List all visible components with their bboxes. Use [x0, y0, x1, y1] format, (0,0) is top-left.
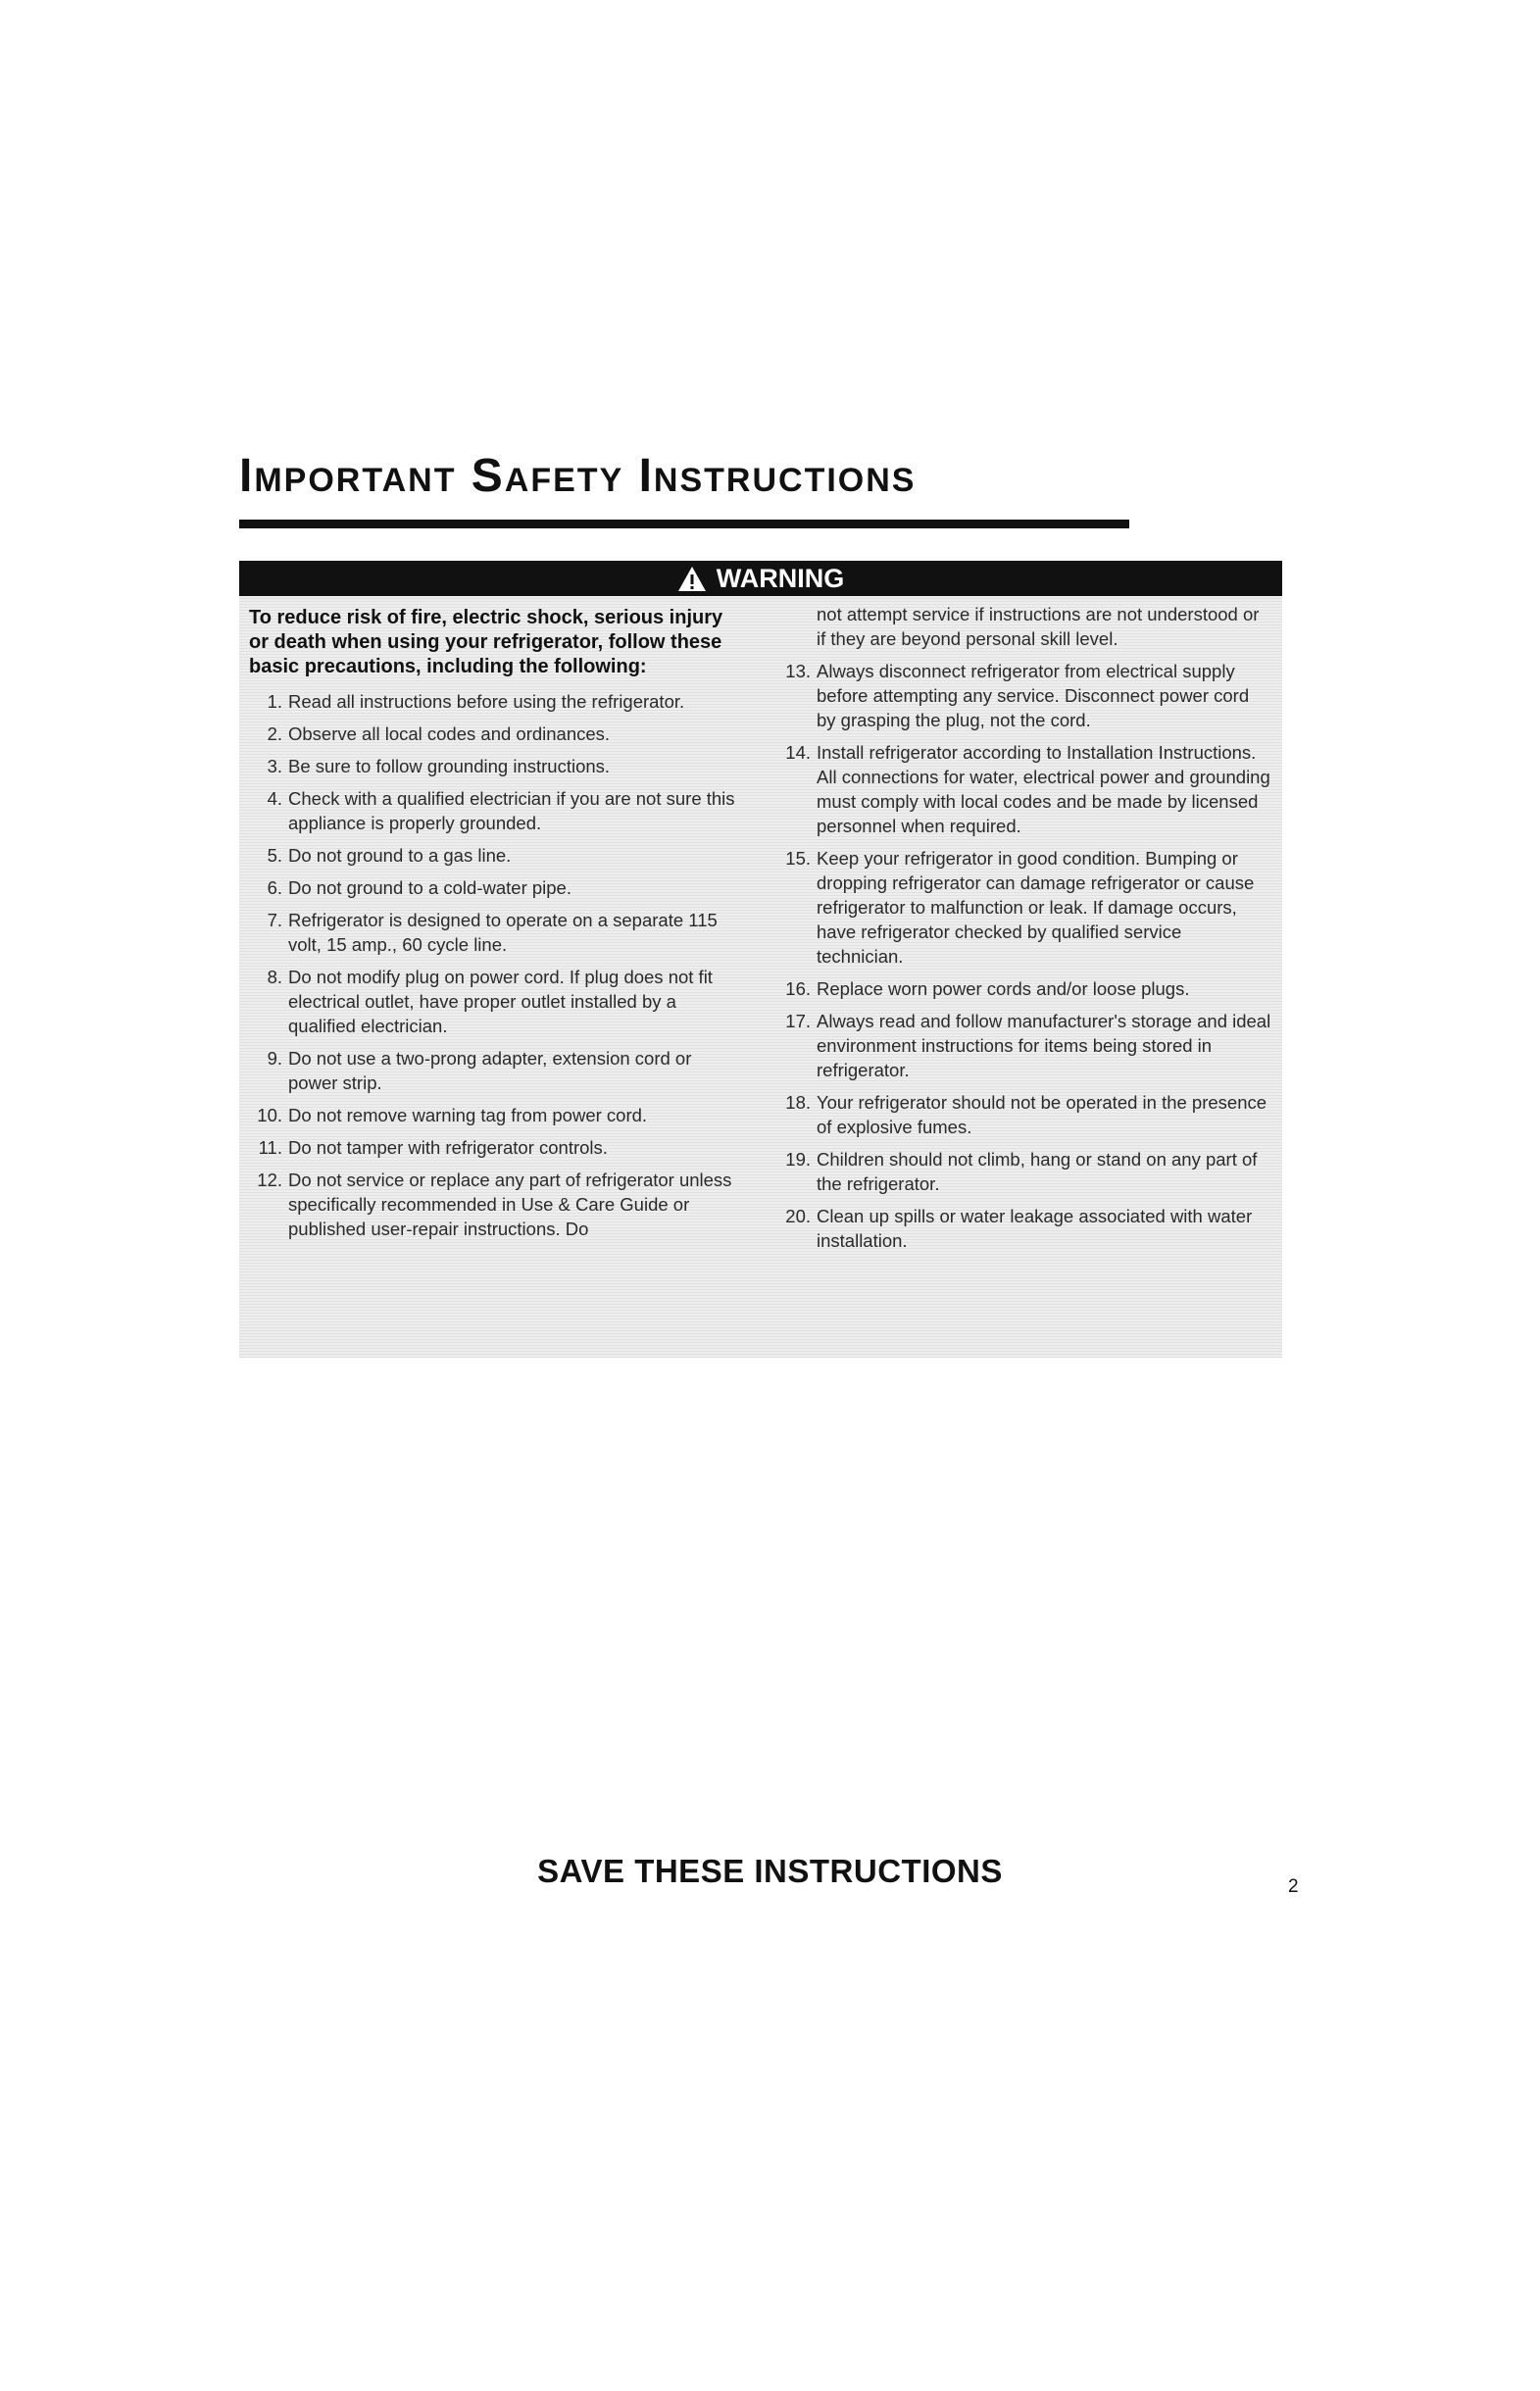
item-text: Do not tamper with refrigerator controls. [288, 1137, 608, 1158]
item-text: Do not ground to a cold-water pipe. [288, 877, 571, 898]
item-text: Do not ground to a gas line. [288, 845, 512, 866]
item-number: 19. [785, 1149, 811, 1170]
item-number: 13. [785, 661, 811, 681]
page-title: Important Safety Instructions [239, 450, 917, 502]
item-12-continuation: not attempt service if instructions are not understood or if they are beyond personal skill level. [817, 604, 1260, 649]
item-text: Read all instructions before using the refrigerator. [288, 691, 685, 712]
list-item [249, 1046, 744, 1095]
item-number: 17. [785, 1011, 811, 1031]
item-text: Do not service or replace any part of refrigerator unless specifically recommended in Use & Care Guide or published user-repair instructions. Do [288, 1170, 732, 1239]
list-item [249, 1103, 744, 1127]
item-text: Always read and follow manufacturer's storage and ideal environment instructions for items being stored in refrigerator. [817, 1011, 1271, 1080]
warning-left-column [249, 596, 744, 1261]
list-item [249, 875, 744, 900]
item-number: 9. [267, 1048, 282, 1069]
item-text: Do not remove warning tag from power cord. [288, 1105, 648, 1125]
list-item [249, 843, 744, 868]
list-item [249, 786, 744, 835]
item-number: 16. [785, 978, 811, 999]
list-item [777, 659, 1272, 732]
list-item [249, 908, 744, 957]
item-number: 18. [785, 1092, 811, 1113]
item-number: 14. [785, 742, 811, 763]
item-number: 6. [267, 877, 282, 898]
list-item [249, 1168, 744, 1241]
item-number: 7. [267, 910, 282, 930]
item-number: 5. [267, 845, 282, 866]
warning-box [239, 561, 1282, 1358]
item-text: Clean up spills or water leakage associated with water installation. [817, 1206, 1253, 1251]
list-item [777, 1204, 1272, 1253]
item-number: 12. [257, 1170, 282, 1190]
title-rule [239, 520, 1129, 528]
list-item [777, 1147, 1272, 1196]
item-number: 20. [785, 1206, 811, 1226]
item-text: Check with a qualified electrician if you are not sure this appliance is properly grounded. [288, 788, 735, 833]
list-item [777, 976, 1272, 1001]
warning-triangle-icon [677, 566, 707, 592]
item-text: Install refrigerator according to Installation Instructions. All connections for water, electrical power and grounding must comply with local codes and be made by licensed personnel when required. [817, 742, 1270, 836]
warning-columns [239, 596, 1282, 1261]
item-text: Always disconnect refrigerator from electrical supply before attempting any service. Disconnect power cord by grasping the plug, not the cord. [817, 661, 1250, 730]
item-number: 3. [267, 756, 282, 776]
list-item [249, 965, 744, 1038]
warning-intro: To reduce risk of fire, electric shock, serious injury or death when using your refrigerator, follow these basic precautions, including the following: [249, 607, 723, 677]
list-item [777, 1009, 1272, 1082]
save-instructions-footer: SAVE THESE INSTRUCTIONS [537, 1853, 1003, 1889]
list-item [249, 1135, 744, 1160]
list-item [249, 754, 744, 778]
item-text: Observe all local codes and ordinances. [288, 723, 611, 744]
list-item [777, 846, 1272, 969]
item-number: 1. [267, 691, 282, 712]
item-text: Keep your refrigerator in good condition. Bumping or dropping refrigerator can damage refrigerator or cause refrigerator to malfunction or leak. If damage occurs, have refrigerator checked by qualified service technician. [817, 848, 1255, 967]
list-item [249, 722, 744, 746]
item-text: Do not modify plug on power cord. If plug does not fit electrical outlet, have proper outlet installed by a qualified electrician. [288, 967, 713, 1036]
item-number: 4. [267, 788, 282, 809]
item-number: 2. [267, 723, 282, 744]
item-text: Do not use a two-prong adapter, extension cord or power strip. [288, 1048, 692, 1093]
warning-right-column [777, 596, 1272, 1261]
item-number: 15. [785, 848, 811, 869]
item-number: 11. [258, 1137, 282, 1158]
item-number: 8. [267, 967, 282, 987]
warning-header [239, 561, 1282, 596]
item-number: 10. [257, 1105, 282, 1125]
list-item [249, 689, 744, 714]
item-text: Refrigerator is designed to operate on a separate 115 volt, 15 amp., 60 cycle line. [288, 910, 718, 955]
list-item [777, 740, 1272, 838]
item-text: Children should not climb, hang or stand on any part of the refrigerator. [817, 1149, 1258, 1194]
item-text: Be sure to follow grounding instructions. [288, 756, 611, 776]
list-item [777, 1090, 1272, 1139]
item-text: Replace worn power cords and/or loose plugs. [817, 978, 1190, 999]
warning-header-label: WARNING [716, 563, 845, 593]
page-number: 2 [1288, 1876, 1299, 1897]
item-text: Your refrigerator should not be operated in the presence of explosive fumes. [817, 1092, 1267, 1137]
